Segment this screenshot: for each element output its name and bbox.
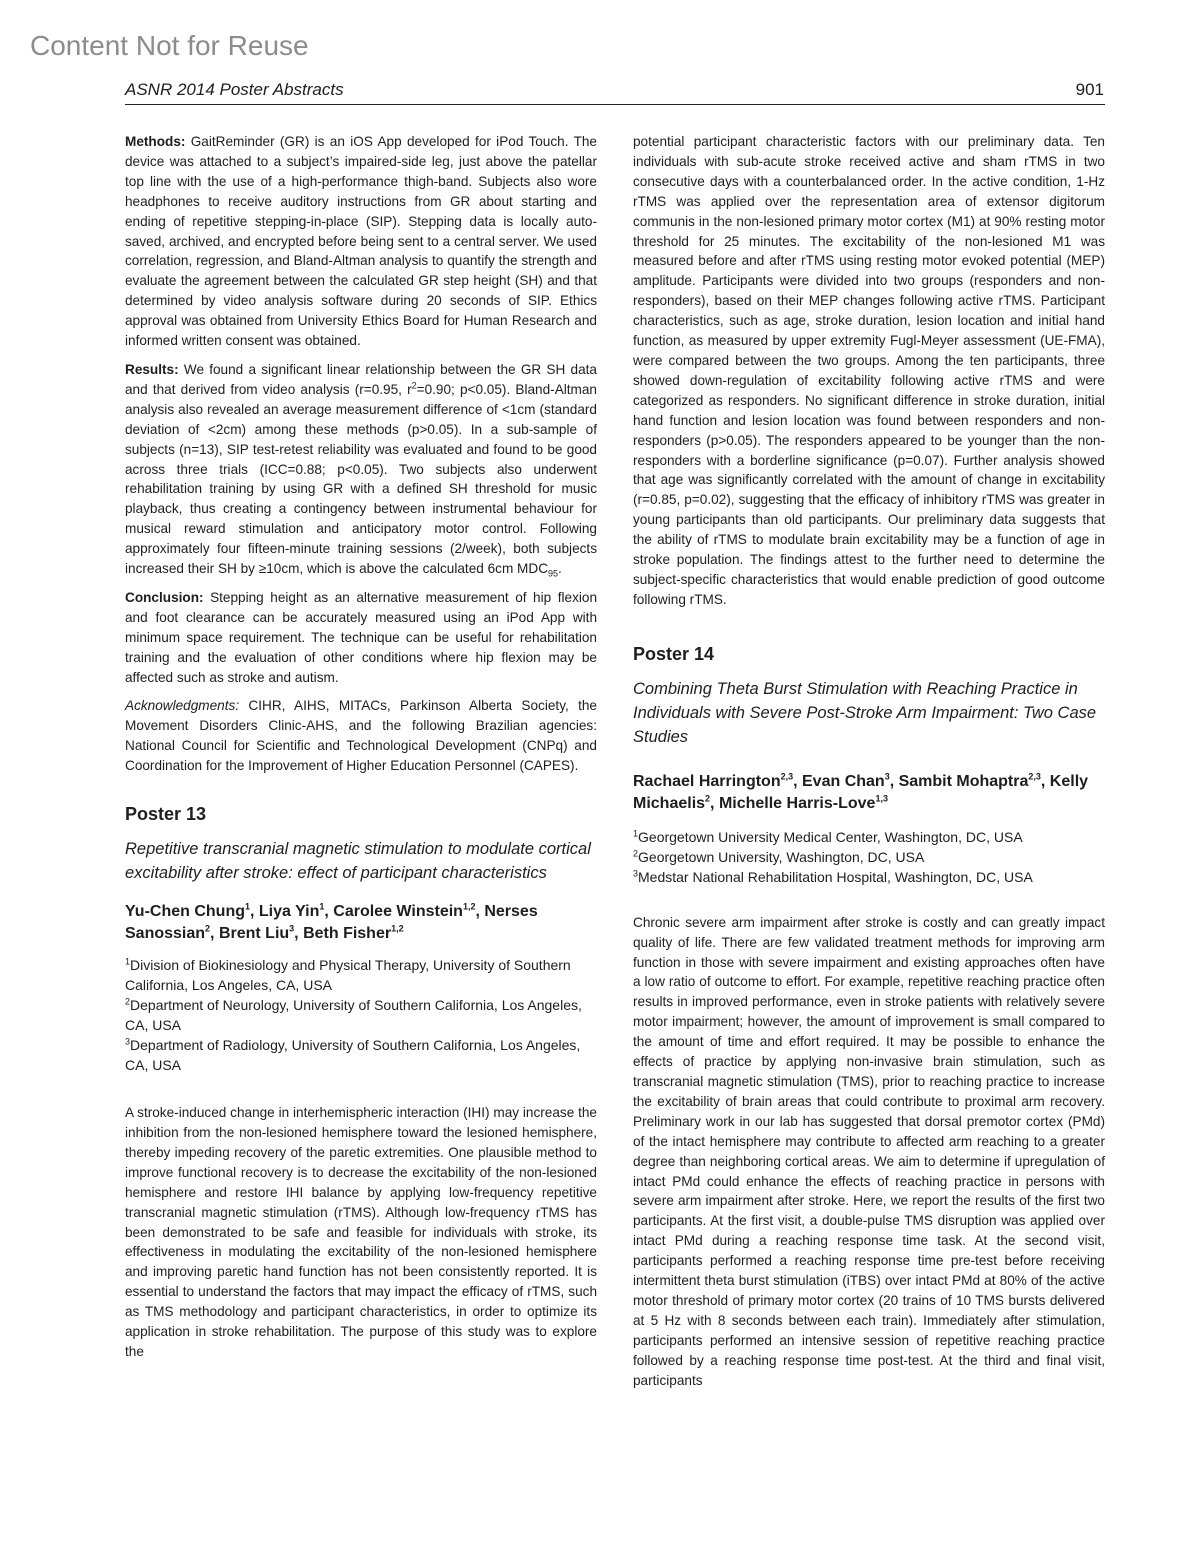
affiliation-line [125, 995, 597, 1035]
affiliation-text: Georgetown University, Washington, DC, USA [638, 848, 925, 865]
left-column [125, 132, 597, 1362]
author-affiliation-mark: 3 [289, 923, 295, 934]
results-end: . [558, 561, 562, 577]
affiliation-mark: 3 [125, 1036, 131, 1047]
results-superscript: 2 [411, 380, 417, 391]
poster-14-affiliations [633, 827, 1105, 887]
author-name: Sambit Mohaptra [898, 772, 1029, 790]
methods-lead: Methods: [125, 134, 186, 149]
methods-text: GaitReminder (GR) is an iOS App developed for iPod Touch. The device was attached to a subject’s impaired-side leg, just above the patellar top line with the use of a high-performance thigh-band. Subjects also wore headphones to receive auditory instructions from GR about starting and ending of repetitive stepping-in-place (SIP). Stepping data is locally auto-saved, archived, and encrypted before being sent to a central server. We used correlation, regression, and Bland-Altman analysis to quantify the strength and evaluate the agreement between the calculated GR step height (SH) and that determined by video analysis software during 20 seconds of SIP. Ethics approval was obtained from University Ethics Board for Human Research and informed written consent was obtained. [125, 134, 597, 349]
poster-13-body: A stroke-induced change in interhemispheric interaction (IHI) may increase the inhibition from the non-lesioned hemisphere toward the lesioned hemisphere, thereby impeding recovery of the paretic extremities. One plausible method to improve functional recovery is to decrease the excitability of the non-lesioned hemisphere and restore IHI balance by applying low-frequency repetitive transcranial magnetic stimulation (rTMS). Although low-frequency rTMS has been demonstrated to be safe and feasible for individuals with stroke, its effectiveness in modulating the excitability of the non-lesioned hemisphere and improving paretic hand function has not been consistently reported. It is essential to understand the factors that may impact the efficacy of rTMS, such as TMS methodology and participant characteristics, in order to optimize its application in stroke rehabilitation. The purpose of this study was to explore the [125, 1105, 597, 1359]
author-affiliation-mark: 1 [244, 901, 250, 912]
affiliation-line [633, 827, 1105, 847]
page-number: 901 [1075, 80, 1104, 99]
affiliation-line [633, 847, 1105, 867]
poster-14-heading: Poster 14 [633, 643, 715, 664]
affiliation-line [633, 867, 1105, 887]
conclusion-paragraph [125, 588, 597, 688]
author-affiliation-mark: 2,3 [1028, 771, 1041, 782]
affiliation-mark: 1 [125, 956, 131, 967]
affiliation-text: Department of Neurology, University of Southern California, Los Angeles, CA, USA [125, 997, 582, 1034]
results-lead: Results: [125, 361, 179, 377]
affiliation-text: Division of Biokinesiology and Physical Therapy, University of Southern California, Los Angeles, CA, USA [125, 957, 571, 994]
affiliation-line [125, 955, 597, 995]
author-name: Yu-Chen Chung [125, 903, 245, 921]
author-name: Liya Yin [258, 903, 320, 921]
author-name: Michelle Harris-Love [718, 794, 876, 812]
affiliation-line [125, 1035, 597, 1075]
running-head: ASNR 2014 Poster Abstracts [125, 80, 344, 99]
results-subscript: 95 [548, 568, 559, 579]
watermark: Content Not for Reuse [30, 30, 309, 61]
poster-14-body: Chronic severe arm impairment after stroke is costly and can greatly impact quality of life. There are few validated treatment methods for improving arm function in those with severe impairment and existing approaches often have a low ratio of outcome to effort. For example, repetitive reaching practice often results in improved performance, even in stroke patients with relatively severe motor impairment; however, the amount of improvement is small compared to the amount of time and effort required. It may be possible to enhance the effects of practice by applying non-invasive brain stimulation, such as transcranial magnetic stimulation (TMS), prior to reaching practice to increase the excitability of brain areas that could contribute to proximal arm recovery. Preliminary work in our lab has suggested that dorsal premotor cortex (PMd) of the intact hemisphere may contribute to affected arm reaching to a greater degree than neighboring cortical areas. We aim to determine if upregulation of intact PMd could enhance the effects of reaching practice in persons with severe arm impairment after stroke. Here, we report the results of the first two participants. At the first visit, a double-pulse TMS disruption was applied over intact PMd during a reaching response time task. At the second visit, participants performed a reaching response time pre-test before receiving intermittent theta burst stimulation (iTBS) over intact PMd at 80% of the active motor threshold of primary motor cortex (20 trains of 10 TMS bursts delivered at 5 Hz with 8 seconds between each train). Immediately after stimulation, participants performed an intensive session of repetitive reaching practice followed by a reaching response time post-test. At the third and final visit, participants [633, 914, 1105, 1388]
acknowledgments-lead: Acknowledgments: [125, 698, 240, 714]
author-name: Carolee Winstein [333, 903, 463, 921]
poster-13-affiliations [125, 955, 597, 1075]
author-name: Beth Fisher [303, 925, 392, 943]
conclusion-lead: Conclusion: [125, 589, 204, 605]
author-name: Kelly Michaelis [633, 772, 1089, 812]
author-affiliation-mark: 1,3 [875, 793, 888, 804]
author-name: Evan Chan [802, 772, 885, 790]
poster-14-authors: Rachael Harrington$^{2,3}$, Evan Chan$^3$, Sambit Mohaptra$^{2,3}$, Kelly Michaelis$^2$, Michelle Harris-Love$^{1,3}$ [633, 771, 1089, 812]
acknowledgments-text: CIHR, AIHS, MITACs, Parkinson Alberta Society, the Movement Disorders Clinic-AHS, and the following Brazilian agencies: National Council for Scientific and Technological Development (CNPq) and Coordination for the Improvement of Higher Education Personnel (CAPES). [125, 698, 597, 774]
acknowledgments-paragraph [125, 696, 597, 776]
poster-13-title: Repetitive transcranial magnetic stimulation to modulate cortical excitability after stroke: effect of participant characteristics [125, 840, 591, 883]
results-text-a: We found a significant linear relationship between the GR SH data and that derived from video analysis (r=0.95, r [125, 361, 597, 397]
author-affiliation-mark: 2 [705, 793, 711, 804]
poster-13-heading: Poster 13 [125, 804, 207, 825]
results-paragraph [125, 360, 597, 579]
affiliation-text: Department of Radiology, University of Southern California, Los Angeles, CA, USA [125, 1037, 581, 1074]
author-name: Nerses Sanossian [125, 903, 538, 943]
affiliation-mark: 3 [633, 868, 639, 879]
right-column [633, 132, 1105, 1391]
author-affiliation-mark: 2 [205, 923, 211, 934]
methods-paragraph [125, 132, 597, 351]
affiliation-mark: 2 [633, 848, 639, 859]
poster-14-title: Combining Theta Burst Stimulation with Reaching Practice in Individuals with Severe Post-Stroke Arm Impairment: Two Case Studies [633, 679, 1097, 746]
conclusion-text: Stepping height as an alternative measurement of hip flexion and foot clearance can be accurately measured using an iPod App with minimum space requirement. The technique can be useful for rehabilitation training and the evaluation of other conditions where hip flexion may be affected such as stroke and autism. [125, 589, 598, 685]
poster-13-authors: Yu-Chen Chung$^1$, Liya Yin$^1$, Carolee Winstein$^{1,2}$, Nerses Sanossian$^2$, Brent Liu$^3$, Beth Fisher$^{1,2}$ [125, 901, 538, 943]
header-rule [125, 104, 1105, 105]
author-name: Brent Liu [218, 925, 290, 943]
affiliation-mark: 2 [125, 996, 131, 1007]
affiliation-text: Medstar National Rehabilitation Hospital, Washington, DC, USA [638, 868, 1033, 885]
author-name: Rachael Harrington [633, 772, 781, 790]
author-affiliation-mark: 1 [319, 901, 325, 912]
author-affiliation-mark: 1,2 [391, 923, 404, 934]
affiliation-text: Georgetown University Medical Center, Washington, DC, USA [638, 828, 1023, 845]
poster-13-continued: potential participant characteristic factors with our preliminary data. Ten individuals with sub-acute stroke received active and sham rTMS in two consecutive days with a counterbalanced order. In the active condition, 1-Hz rTMS was applied over the representation area of extensor digitorum communis in the non-lesioned primary motor cortex (M1) at 90% resting motor threshold for 25 minutes. The excitability of the non-lesioned M1 was measured before and after rTMS using resting motor evoked potential (MEP) amplitude. Participants were divided into two groups (responders and non-responders), based on their MEP changes following active rTMS. Participant characteristics, such as age, stroke duration, lesion location and initial hand function, as measured by upper extremity Fugl-Meyer assessment (UE-FMA), were compared between the two groups. Among the ten participants, three showed down-regulation of excitability following active rTMS and were categorized as responders. No significant difference in stroke duration, initial hand function and lesion location was found between responders and non-responders (p>0.05). The responders appeared to be younger than the non-responders with a borderline significance (p=0.07). Further analysis showed that age was significantly correlated with the amount of change in excitability (r=0.85, p=0.02), suggesting that the efficacy of inhibitory rTMS was greater in young participants than old participants. Our preliminary data suggests that the ability of rTMS to modulate brain excitability may be a function of age in stroke population. The findings attest to the further need to determine the subject-specific characteristics that would enable prediction of good outcome following rTMS. [633, 134, 1105, 607]
author-affiliation-mark: 2,3 [780, 771, 794, 782]
author-affiliation-mark: 3 [884, 771, 890, 782]
results-text-b: =0.90; p<0.05). Bland-Altman analysis also revealed an average measurement difference of <1cm (standard deviation of <2cm) among these methods (p>0.05). In a sub-sample of subjects (n=13), SIP test-retest reliability was evaluated and found to be good across three trials (ICC=0.88; p<0.05). Two subjects also underwent rehabilitation training by using GR with a defined SH threshold for music playback, thus creating a contingency between instrumental behaviour for musical reward stimulation and anticipatory motor control. Following approximately four fifteen-minute training sessions (2/week), both subjects increased their SH by ≥10cm, which is above the calculated 6cm MDC [125, 381, 597, 577]
affiliation-mark: 1 [633, 828, 639, 839]
author-affiliation-mark: 1,2 [462, 901, 476, 912]
